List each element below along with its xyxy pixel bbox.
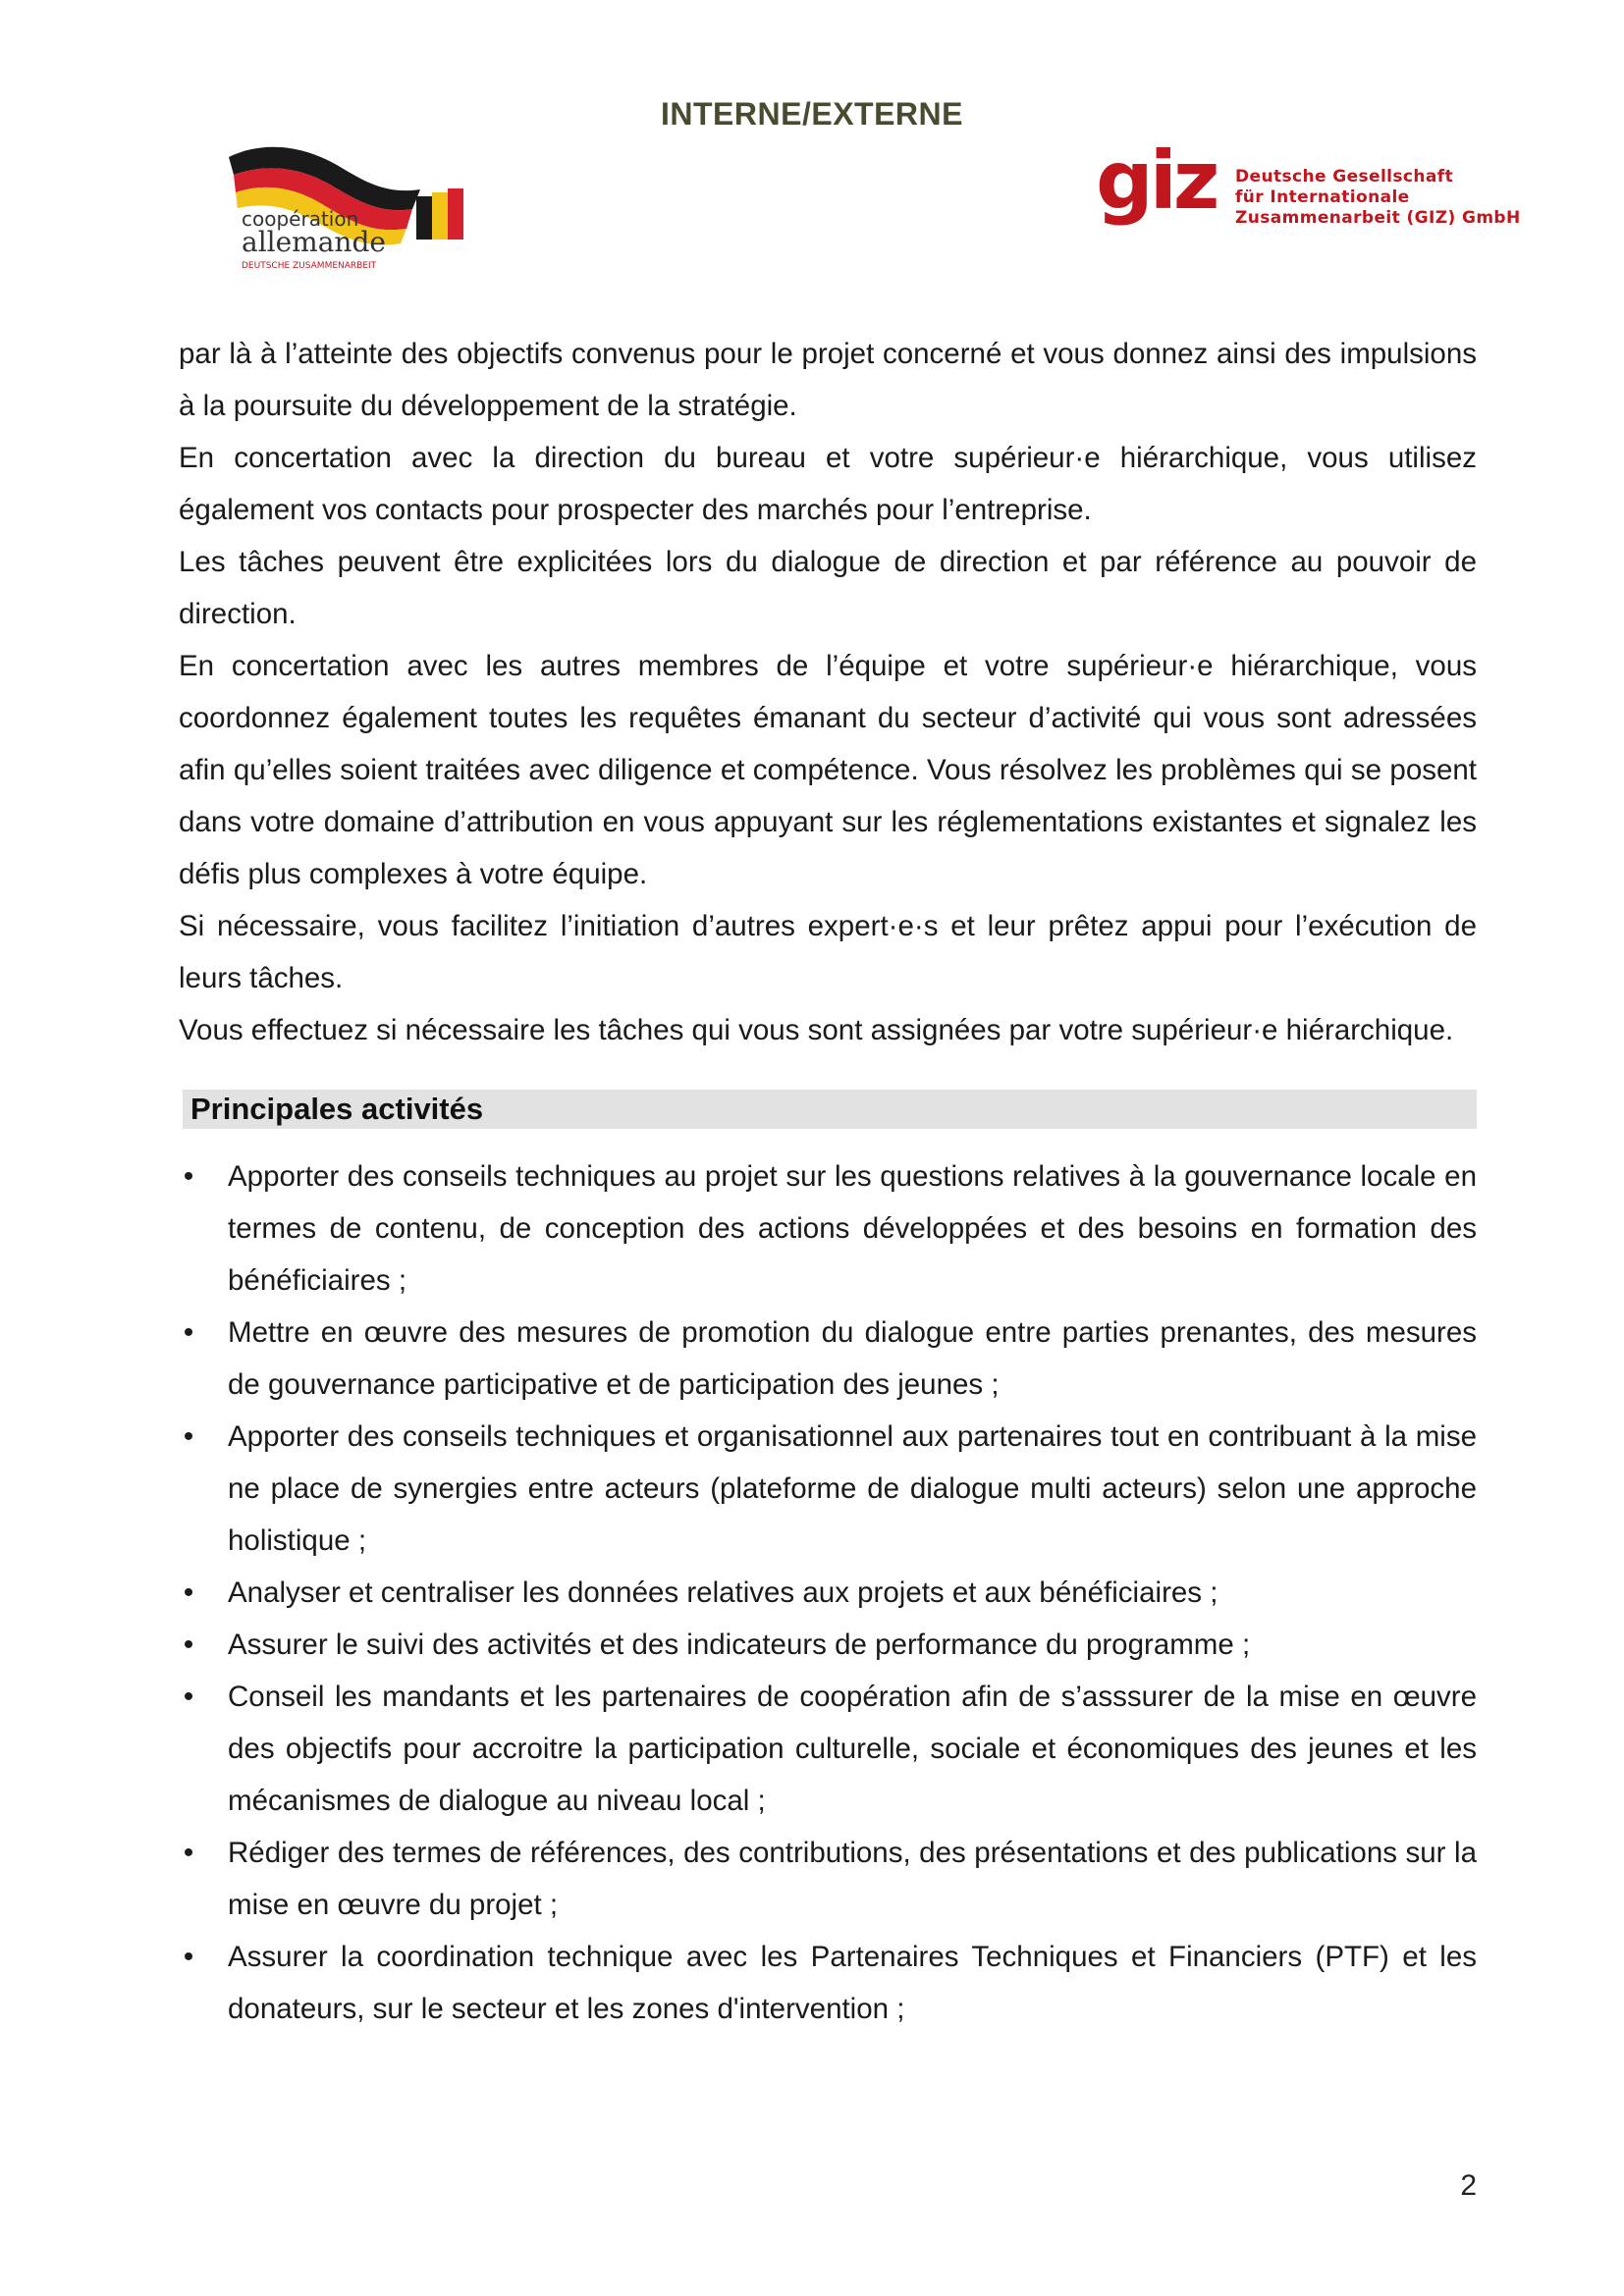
- logo-text-line1: coopération: [242, 207, 359, 231]
- list-item-text: Mettre en œuvre des mesures de promotion du dialogue entre parties prenantes, des mesures de gouvernance participative et de participation des jeunes ;: [228, 1316, 1477, 1401]
- list-item: [179, 1931, 1477, 2035]
- list-item: [179, 1827, 1477, 1931]
- flag-ribbon-icon: [224, 135, 469, 273]
- paragraph: Vous effectuez si nécessaire les tâches qui vous sont assignées par votre supérieur·e hiérarchique.: [179, 1014, 1454, 1046]
- giz-name-line1: Deutsche Gesellschaft: [1235, 167, 1454, 187]
- bullet-icon: •: [183, 1160, 194, 1193]
- giz-mark-icon: [1096, 147, 1223, 255]
- bullet-icon: •: [183, 1681, 194, 1713]
- paragraph: En concertation avec les autres membres de l’équipe et votre supérieur·e hiérarchique, vous coordonnez également toutes les requêtes émanant du secteur d’activité qui vous sont adressées afin qu’elles soient traitées avec diligence et compétence. Vous résolvez les problèmes qui se posent dans votre domaine d’attribution en vous appuyant sur les réglementations existantes et signalez les défis plus complexes à votre équipe.: [179, 650, 1477, 890]
- bullet-icon: •: [183, 1420, 194, 1453]
- logo-text-line3: DEUTSCHE ZUSAMMENARBEIT: [242, 261, 377, 271]
- logo-text-line2: allemande: [242, 226, 386, 258]
- giz-full-name: [1235, 167, 1521, 229]
- giz-name-line2: für Internationale: [1235, 187, 1410, 207]
- list-item: [179, 1150, 1477, 1307]
- bullet-icon: •: [183, 1576, 194, 1609]
- list-item-text: Apporter des conseils techniques au projet sur les questions relatives à la gouvernance locale en termes de contenu, de conception des actions développées et des besoins en formation des bénéficiaires ;: [228, 1160, 1477, 1297]
- bullet-icon: •: [183, 1629, 194, 1661]
- list-item: [179, 1411, 1477, 1567]
- list-item-text: Analyser et centraliser les données relatives aux projets et aux bénéficiaires ;: [228, 1576, 1218, 1609]
- list-item-text: Assurer la coordination technique avec les Partenaires Techniques et Financiers (PTF) et les donateurs, sur le secteur et les zones d'intervention ;: [228, 1941, 1477, 2025]
- list-item: [179, 1619, 1477, 1671]
- list-item: [179, 1671, 1477, 1827]
- list-item-text: Apporter des conseils techniques et organisationnel aux partenaires tout en contribuant à la mise ne place de synergies entre acteurs (plateforme de dialogue multi acteurs) selon une approche holistique ;: [228, 1420, 1477, 1557]
- cooperation-allemande-logo: [224, 135, 469, 273]
- list-item: [179, 1567, 1477, 1619]
- document-body: [179, 328, 1477, 2035]
- list-item-text: Assurer le suivi des activités et des indicateurs de performance du programme ;: [228, 1629, 1251, 1661]
- giz-logo: [1096, 147, 1521, 255]
- classification-label: INTERNE/EXTERNE: [661, 96, 963, 132]
- giz-name-line3: Zusammenarbeit (GIZ) GmbH: [1235, 208, 1521, 228]
- bullet-icon: •: [183, 1837, 194, 1869]
- section-heading: Principales activités: [183, 1090, 1477, 1129]
- bullet-icon: •: [183, 1941, 194, 1973]
- page-number: 2: [1460, 2169, 1477, 2202]
- paragraph: En concertation avec la direction du bureau et votre supérieur·e hiérarchique, vous utilisez également vos contacts pour prospecter des marchés pour l’entreprise.: [179, 442, 1477, 526]
- paragraph: par là à l’atteinte des objectifs convenus pour le projet concerné et vous donnez ainsi des impulsions à la poursuite du développement de la stratégie.: [179, 338, 1477, 422]
- activities-list: [179, 1150, 1477, 2035]
- paragraph: Si nécessaire, vous facilitez l’initiation d’autres expert·e·s et leur prêtez appui pour l’exécution de leurs tâches.: [179, 910, 1477, 994]
- list-item-text: Rédiger des termes de références, des contributions, des présentations et des publications sur la mise en œuvre du projet ;: [228, 1837, 1477, 1921]
- paragraph: Les tâches peuvent être explicitées lors du dialogue de direction et par référence au pouvoir de direction.: [179, 546, 1477, 630]
- list-item-text: Conseil les mandants et les partenaires de coopération afin de s’asssurer de la mise en œuvre des objectifs pour accroitre la participation culturelle, sociale et économiques des jeunes et les mécanismes de dialogue au niveau local ;: [228, 1681, 1477, 1817]
- bullet-icon: •: [183, 1316, 194, 1349]
- list-item: [179, 1307, 1477, 1411]
- giz-mark-text: giz: [1096, 147, 1217, 228]
